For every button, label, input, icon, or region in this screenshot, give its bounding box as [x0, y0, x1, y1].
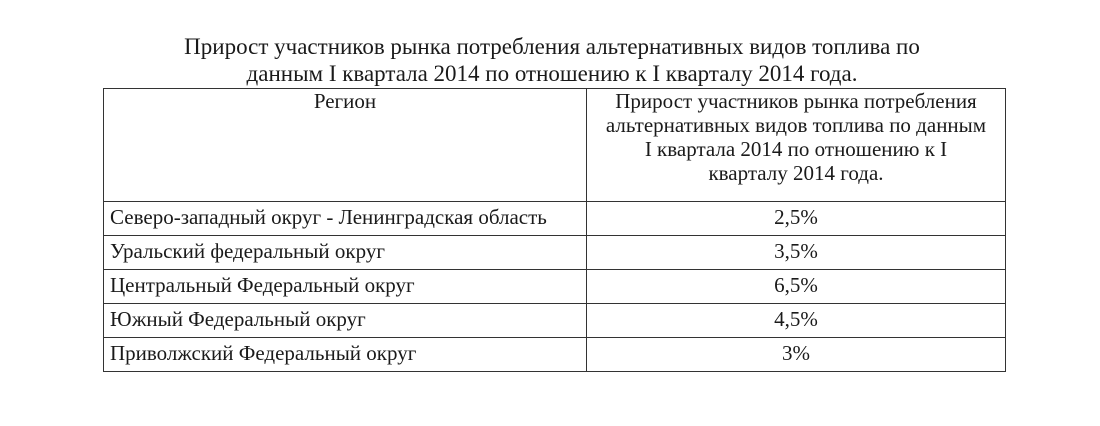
header-growth-line-1: Прирост участников рынка потребления [615, 89, 977, 113]
table-body [104, 202, 1006, 372]
page-title [100, 33, 1004, 87]
table-row [104, 270, 1006, 304]
row-region: Северо-западный округ - Ленинградская область [104, 202, 587, 236]
table-row [104, 236, 1006, 270]
table-row [104, 304, 1006, 338]
header-row [104, 89, 1006, 202]
row-growth-value: 2,5% [587, 202, 1006, 236]
table-header [104, 89, 1006, 202]
row-growth-value: 4,5% [587, 304, 1006, 338]
row-growth-value: 6,5% [587, 270, 1006, 304]
header-growth-line-2: альтернативных видов топлива по данным [605, 113, 987, 137]
table-row [104, 202, 1006, 236]
header-growth [587, 89, 1006, 202]
title-line-2: данным I квартала 2014 по отношению к I кварталу 2014 года. [246, 61, 858, 86]
row-region: Южный Федеральный округ [104, 304, 587, 338]
header-region: Регион [104, 89, 587, 202]
row-growth-value: 3% [587, 338, 1006, 372]
header-growth-line-3: I квартала 2014 по отношению к I [644, 137, 948, 161]
title-line-1: Прирост участников рынка потребления альтернативных видов топлива по [184, 34, 920, 59]
row-region: Приволжский Федеральный округ [104, 338, 587, 372]
row-region: Центральный Федеральный округ [104, 270, 587, 304]
header-growth-line-4: кварталу 2014 года. [708, 161, 884, 185]
growth-table [103, 88, 1006, 372]
table-row [104, 338, 1006, 372]
row-region: Уральский федеральный округ [104, 236, 587, 270]
row-growth-value: 3,5% [587, 236, 1006, 270]
